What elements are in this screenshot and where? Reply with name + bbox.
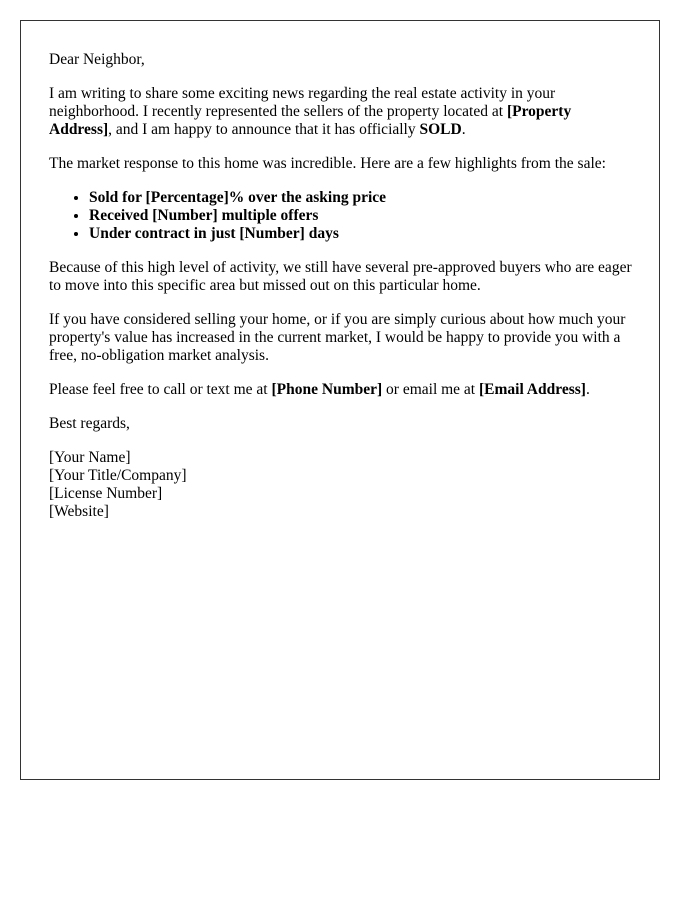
closing: Best regards, [49,415,130,432]
signature-block [49,449,633,521]
highlight-item: • Under contract in just [Number] days [89,225,633,243]
sold-emphasis: SOLD [419,121,462,138]
signature-name: [Your Name] [49,449,131,466]
intro-text-3: . [461,121,466,138]
highlight-item: • Sold for [Percentage]% over the asking price [89,189,633,207]
signature-license: [License Number] [49,485,163,502]
intro-text-1: I am writing to share some exciting news regarding the real estate activity in your neighborhood. I recently represented the sellers of the property located at [49,85,556,120]
offer-paragraph: If you have considered selling your home, or if you are simply curious about how much your property's value has increased in the current market, I would be happy to provide you with a free, no-obligation market analysis. [49,311,626,364]
highlights-list [49,189,633,243]
highlight-item: • Received [Number] multiple offers [89,207,633,225]
letter-page [20,20,660,780]
market-intro-paragraph: The market response to this home was incredible. Here are a few highlights from the sale: [49,155,606,172]
signature-title-company: [Your Title/Company] [49,467,187,484]
buyers-paragraph: Because of this high level of activity, we still have several pre-approved buyers who are eager to move into this specific area but missed out on this particular home. [49,259,632,294]
intro-paragraph [49,85,633,139]
contact-text-1: Please feel free to call or text me at [49,381,272,398]
intro-text-2: , and I am happy to announce that it has officially [108,121,420,138]
letter-body [49,51,633,537]
contact-text-3: . [585,381,590,398]
contact-paragraph [49,381,633,399]
phone-number-placeholder: [Phone Number] [271,381,383,398]
signature-website: [Website] [49,503,109,520]
property-address-placeholder: [Property Address] [49,103,572,138]
email-address-placeholder: [Email Address] [479,381,586,398]
salutation: Dear Neighbor, [49,51,145,68]
contact-text-2: or email me at [382,381,479,398]
